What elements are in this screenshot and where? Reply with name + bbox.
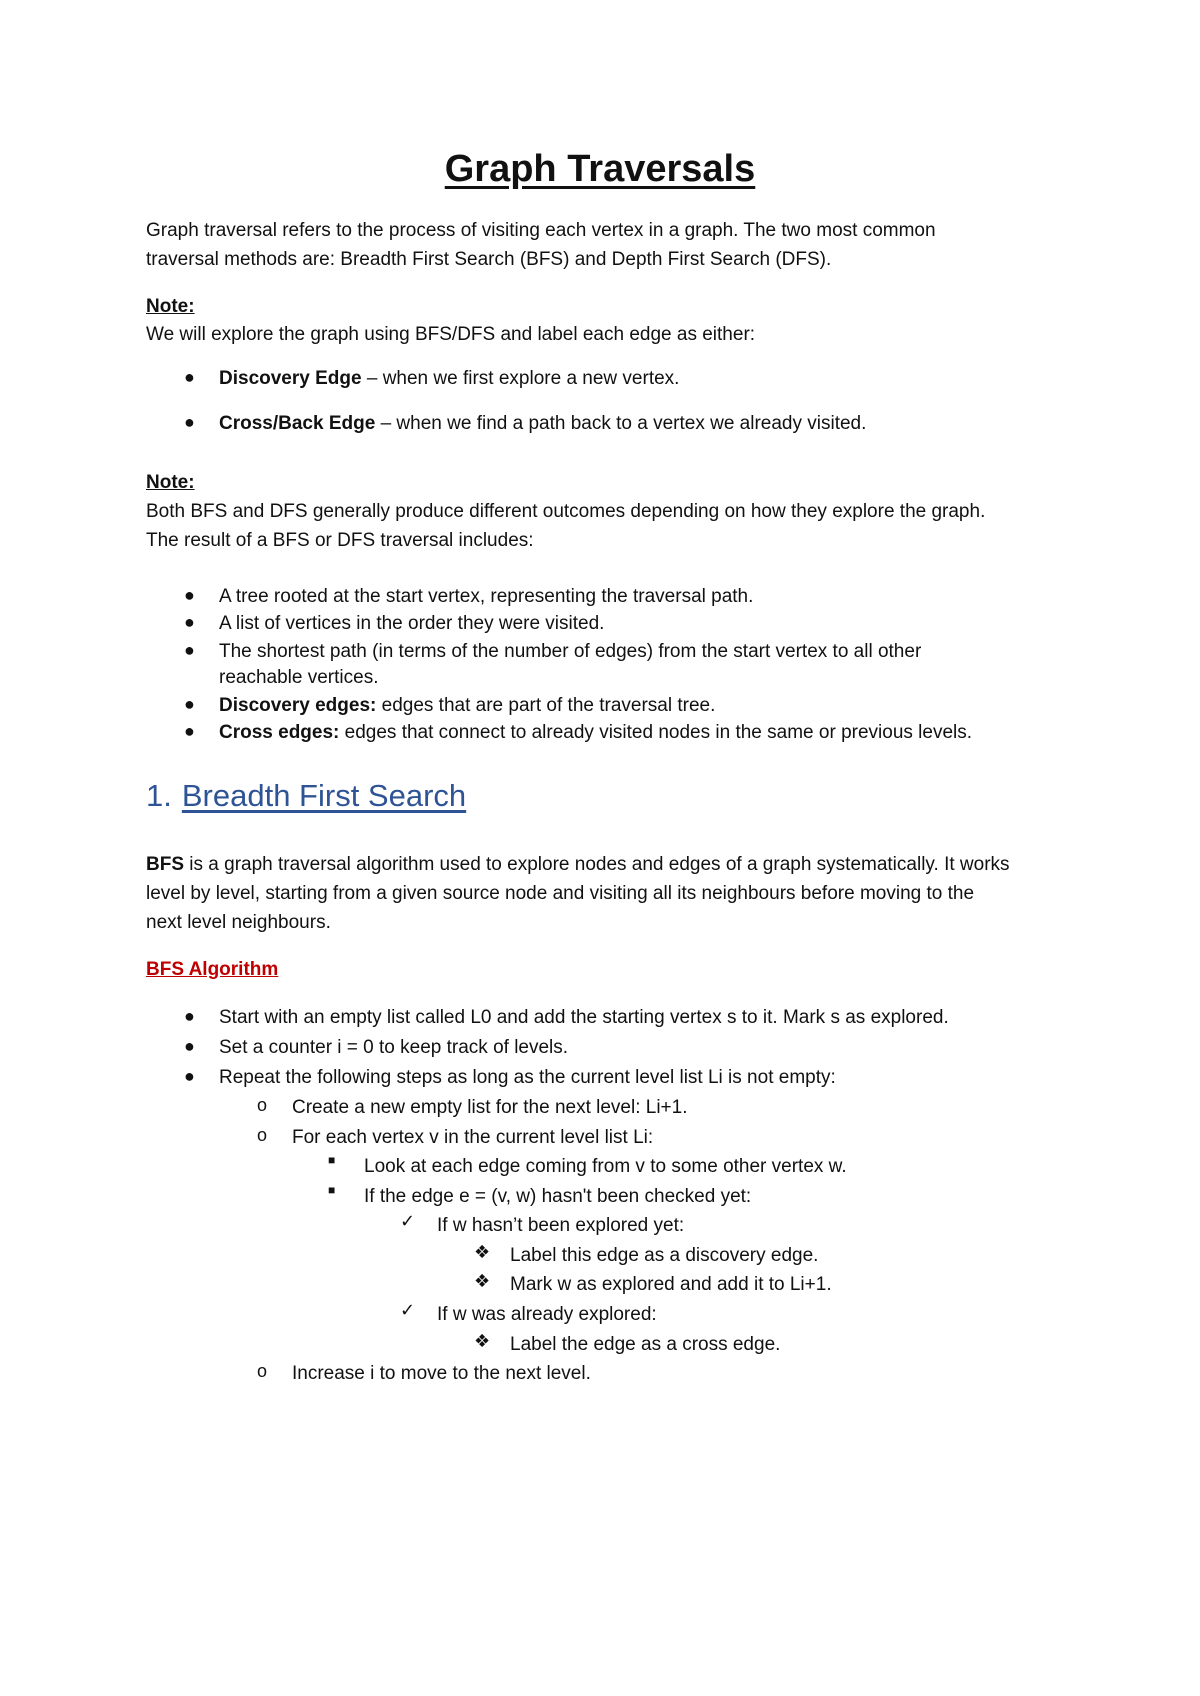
- note-label: Note:: [146, 296, 195, 317]
- section-heading: 1. Breadth First Search: [146, 778, 467, 813]
- substep-item: Increase i to move to the next level.: [292, 1363, 591, 1384]
- page-title: Graph Traversals: [444, 148, 756, 190]
- bullet-icon: ●: [184, 1006, 195, 1026]
- substep-item: Label this edge as a discovery edge.: [510, 1245, 819, 1266]
- bullet-icon: ●: [184, 612, 195, 632]
- note-text: We will explore the graph using BFS/DFS and label each edge as either:: [146, 324, 756, 345]
- note-line-1: Both BFS and DFS generally produce different outcomes depending on how they explore the graph.: [146, 501, 986, 522]
- bullet-icon: ●: [184, 721, 195, 741]
- hollow-bullet-icon: o: [257, 1125, 268, 1145]
- bfs-paragraph-line-3: next level neighbours.: [146, 912, 331, 933]
- step-item: Set a counter i = 0 to keep track of levels.: [219, 1037, 569, 1058]
- substep-item: For each vertex v in the current level list Li:: [292, 1127, 654, 1148]
- substep-item: Mark w as explored and add it to Li+1.: [510, 1274, 832, 1295]
- list-item: Discovery Edge – when we first explore a new vertex.: [219, 368, 680, 389]
- bullet-icon: ●: [184, 640, 195, 660]
- hollow-bullet-icon: o: [257, 1095, 268, 1115]
- intro-line-2: traversal methods are: Breadth First Search (BFS) and Depth First Search (DFS).: [146, 249, 832, 270]
- substep-item: Look at each edge coming from v to some other vertex w.: [364, 1156, 847, 1177]
- bullet-icon: ●: [184, 585, 195, 605]
- bullet-icon: ●: [184, 1036, 195, 1056]
- diamond-bullet-icon: ❖: [474, 1271, 491, 1291]
- note-line-2: The result of a BFS or DFS traversal includes:: [146, 530, 534, 551]
- list-item: Cross/Back Edge – when we find a path back to a vertex we already visited.: [219, 413, 867, 434]
- checkmark-icon: ✓: [400, 1300, 416, 1320]
- diamond-bullet-icon: ❖: [474, 1242, 491, 1262]
- bfs-paragraph-line-2: level by level, starting from a given source node and visiting all its neighbours before moving to the: [146, 883, 975, 904]
- substep-item: If the edge e = (v, w) hasn't been checked yet:: [364, 1186, 752, 1207]
- bullet-icon: ●: [184, 1066, 195, 1086]
- square-bullet-icon: ■: [328, 1183, 336, 1197]
- step-item: Start with an empty list called L0 and add the starting vertex s to it. Mark s as explored.: [219, 1007, 949, 1028]
- bullet-icon: ●: [184, 694, 195, 714]
- checkmark-icon: ✓: [400, 1211, 416, 1231]
- list-item: A tree rooted at the start vertex, representing the traversal path.: [219, 586, 754, 607]
- algorithm-label: BFS Algorithm: [146, 959, 279, 980]
- hollow-bullet-icon: o: [257, 1361, 268, 1381]
- bullet-icon: ●: [184, 367, 195, 387]
- intro-line-1: Graph traversal refers to the process of visiting each vertex in a graph. The two most common: [146, 220, 936, 241]
- list-item-continuation: reachable vertices.: [219, 667, 379, 688]
- list-item: Cross edges: edges that connect to already visited nodes in the same or previous levels.: [219, 722, 973, 743]
- bullet-icon: ●: [184, 412, 195, 432]
- square-bullet-icon: ■: [328, 1153, 336, 1167]
- substep-item: Label the edge as a cross edge.: [510, 1334, 781, 1355]
- substep-item: If w hasn’t been explored yet:: [437, 1215, 685, 1236]
- step-item: Repeat the following steps as long as the current level list Li is not empty:: [219, 1067, 836, 1088]
- list-item: A list of vertices in the order they were visited.: [219, 613, 605, 634]
- diamond-bullet-icon: ❖: [474, 1331, 491, 1351]
- note-label: Note:: [146, 472, 195, 493]
- list-item: Discovery edges: edges that are part of the traversal tree.: [219, 695, 716, 716]
- substep-item: If w was already explored:: [437, 1304, 657, 1325]
- list-item: The shortest path (in terms of the number of edges) from the start vertex to all other: [219, 641, 922, 662]
- bfs-paragraph-line-1: BFS is a graph traversal algorithm used to explore nodes and edges of a graph systematically. It works: [146, 854, 1010, 875]
- substep-item: Create a new empty list for the next level: Li+1.: [292, 1097, 688, 1118]
